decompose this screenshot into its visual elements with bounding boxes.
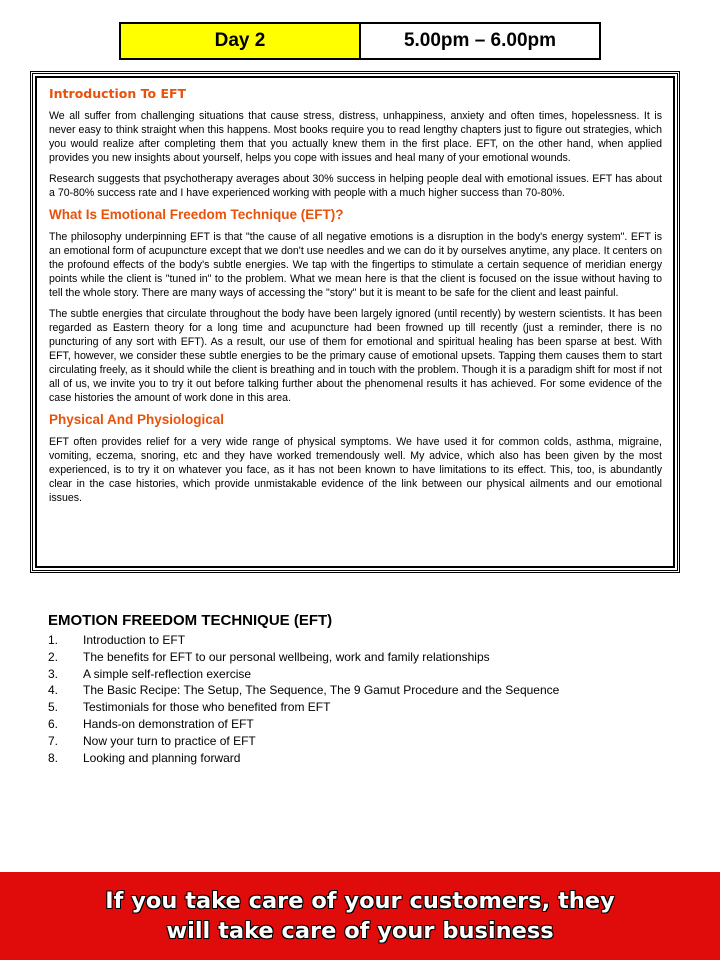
list-number: 8. bbox=[48, 750, 59, 765]
info-box bbox=[30, 71, 680, 573]
list-text: Hands-on demonstration of EFT bbox=[83, 716, 254, 731]
info-content bbox=[35, 76, 675, 568]
list-number: 7. bbox=[48, 733, 59, 748]
agenda-title: EMOTION FREEDOM TECHNIQUE (EFT) bbox=[48, 612, 333, 629]
banner-line-2: will take care of your business bbox=[166, 918, 554, 944]
agenda-list bbox=[48, 632, 688, 766]
time-label: 5.00pm – 6.00pm bbox=[361, 24, 599, 58]
list-item bbox=[48, 649, 688, 666]
list-text: Introduction to EFT bbox=[83, 633, 186, 647]
footer-banner bbox=[0, 872, 720, 960]
what-is-eft-paragraph-2: The subtle energies that circulate throughout the body have been largely ignored (until recently) by western scientists. It has been regarded as Eastern theory for a long time and acupuncture had been frowned up till recently (just a reminder, there is no puncturing of any sort with EFT). As a result, our use of them for emotional and spiritual healing has been sparse at best. With EFT, however, we consider these subtle energies to be the primary cause of emotional upsets. Tapping them causes them to start circulating freely, as it should while the client is breathing and in touch with the problem. Though it is a paradigm shift for most if not all of us, we invite you to try it out before talking further about the phenomenal results it has achieved. For some evidence of the case histories the amount of work done in this area. bbox=[49, 308, 662, 404]
banner-quote bbox=[105, 886, 614, 946]
physical-paragraph: EFT often provides relief for a very wide range of physical symptoms. We have used it for common colds, asthma, migraine, vomiting, eczema, snoring, etc and they have worked tremendously well. My advice, which also has been given by the most experienced, is to try it on whatever you face, as it has not been known to have limitations to its effect. This, too, is abundantly clear in the case histories, which provide unmistakable evidence of the link between our physical ailments and our emotional issues. bbox=[49, 436, 662, 504]
list-item bbox=[48, 699, 688, 716]
intro-paragraph-1: We all suffer from challenging situations that cause stress, distress, unhappiness, anxiety and often times, hopelessness. It is never easy to think straight when this happens. Most books require you to read lengthy chapters just to figure out strategies, which you would realize after completing them that you actually knew them in the first place. EFT, on the other hand, when applied provides you new insights about yourself, helps you cope with issues and heal many of your emotional wounds. bbox=[49, 110, 662, 164]
list-number: 3. bbox=[48, 666, 59, 681]
list-text: Testimonials for those who benefited from EFT bbox=[83, 700, 331, 715]
list-item bbox=[48, 682, 688, 699]
list-text: Looking and planning forward bbox=[83, 750, 241, 765]
physical-heading: Physical And Physiological bbox=[49, 412, 225, 427]
intro-heading: Introduction To EFT bbox=[49, 86, 187, 101]
what-is-eft-paragraph-1: The philosophy underpinning EFT is that "the cause of all negative emotions is a disruption in the body's energy system". EFT is an emotional form of acupuncture except that we don't use needles and we can do it by ourselves anytime, any place. It centers on the profound effects of the body's subtle energies. We tap with the fingertips to stimulate a certain sequence of meridian energy points while the client is "tuned in" to the problem. What we mean here is that the client is focused on the issue without having to tell the whole story. There are many ways of accessing the "story" but it is meant to be safe for the client and least painful. bbox=[49, 231, 662, 299]
agenda-section bbox=[48, 612, 688, 766]
list-number: 4. bbox=[48, 683, 59, 698]
day-label: Day 2 bbox=[121, 24, 361, 58]
list-item bbox=[48, 666, 688, 683]
list-text: Now your turn to practice of EFT bbox=[83, 733, 256, 748]
intro-paragraph-2: Research suggests that psychotherapy averages about 30% success in helping people deal with emotional issues. EFT has about a 70-80% success rate and I have experienced working with people with a much higher success than 70-80%. bbox=[49, 173, 662, 199]
list-number: 2. bbox=[48, 649, 59, 664]
list-number: 6. bbox=[48, 716, 59, 731]
list-text: The Basic Recipe: The Setup, The Sequence, The 9 Gamut Procedure and the Sequence bbox=[83, 683, 560, 698]
list-number: 5. bbox=[48, 700, 59, 715]
list-item bbox=[48, 750, 688, 767]
list-text: A simple self-reflection exercise bbox=[83, 666, 252, 681]
what-is-eft-heading: What Is Emotional Freedom Technique (EFT)? bbox=[49, 207, 344, 222]
schedule-header bbox=[119, 22, 601, 60]
list-number: 1. bbox=[48, 633, 59, 647]
list-item bbox=[48, 716, 688, 733]
list-item bbox=[48, 632, 688, 649]
list-text: The benefits for EFT to our personal wellbeing, work and family relationships bbox=[83, 649, 490, 664]
list-item bbox=[48, 733, 688, 750]
banner-line-1: If you take care of your customers, they bbox=[105, 888, 615, 914]
